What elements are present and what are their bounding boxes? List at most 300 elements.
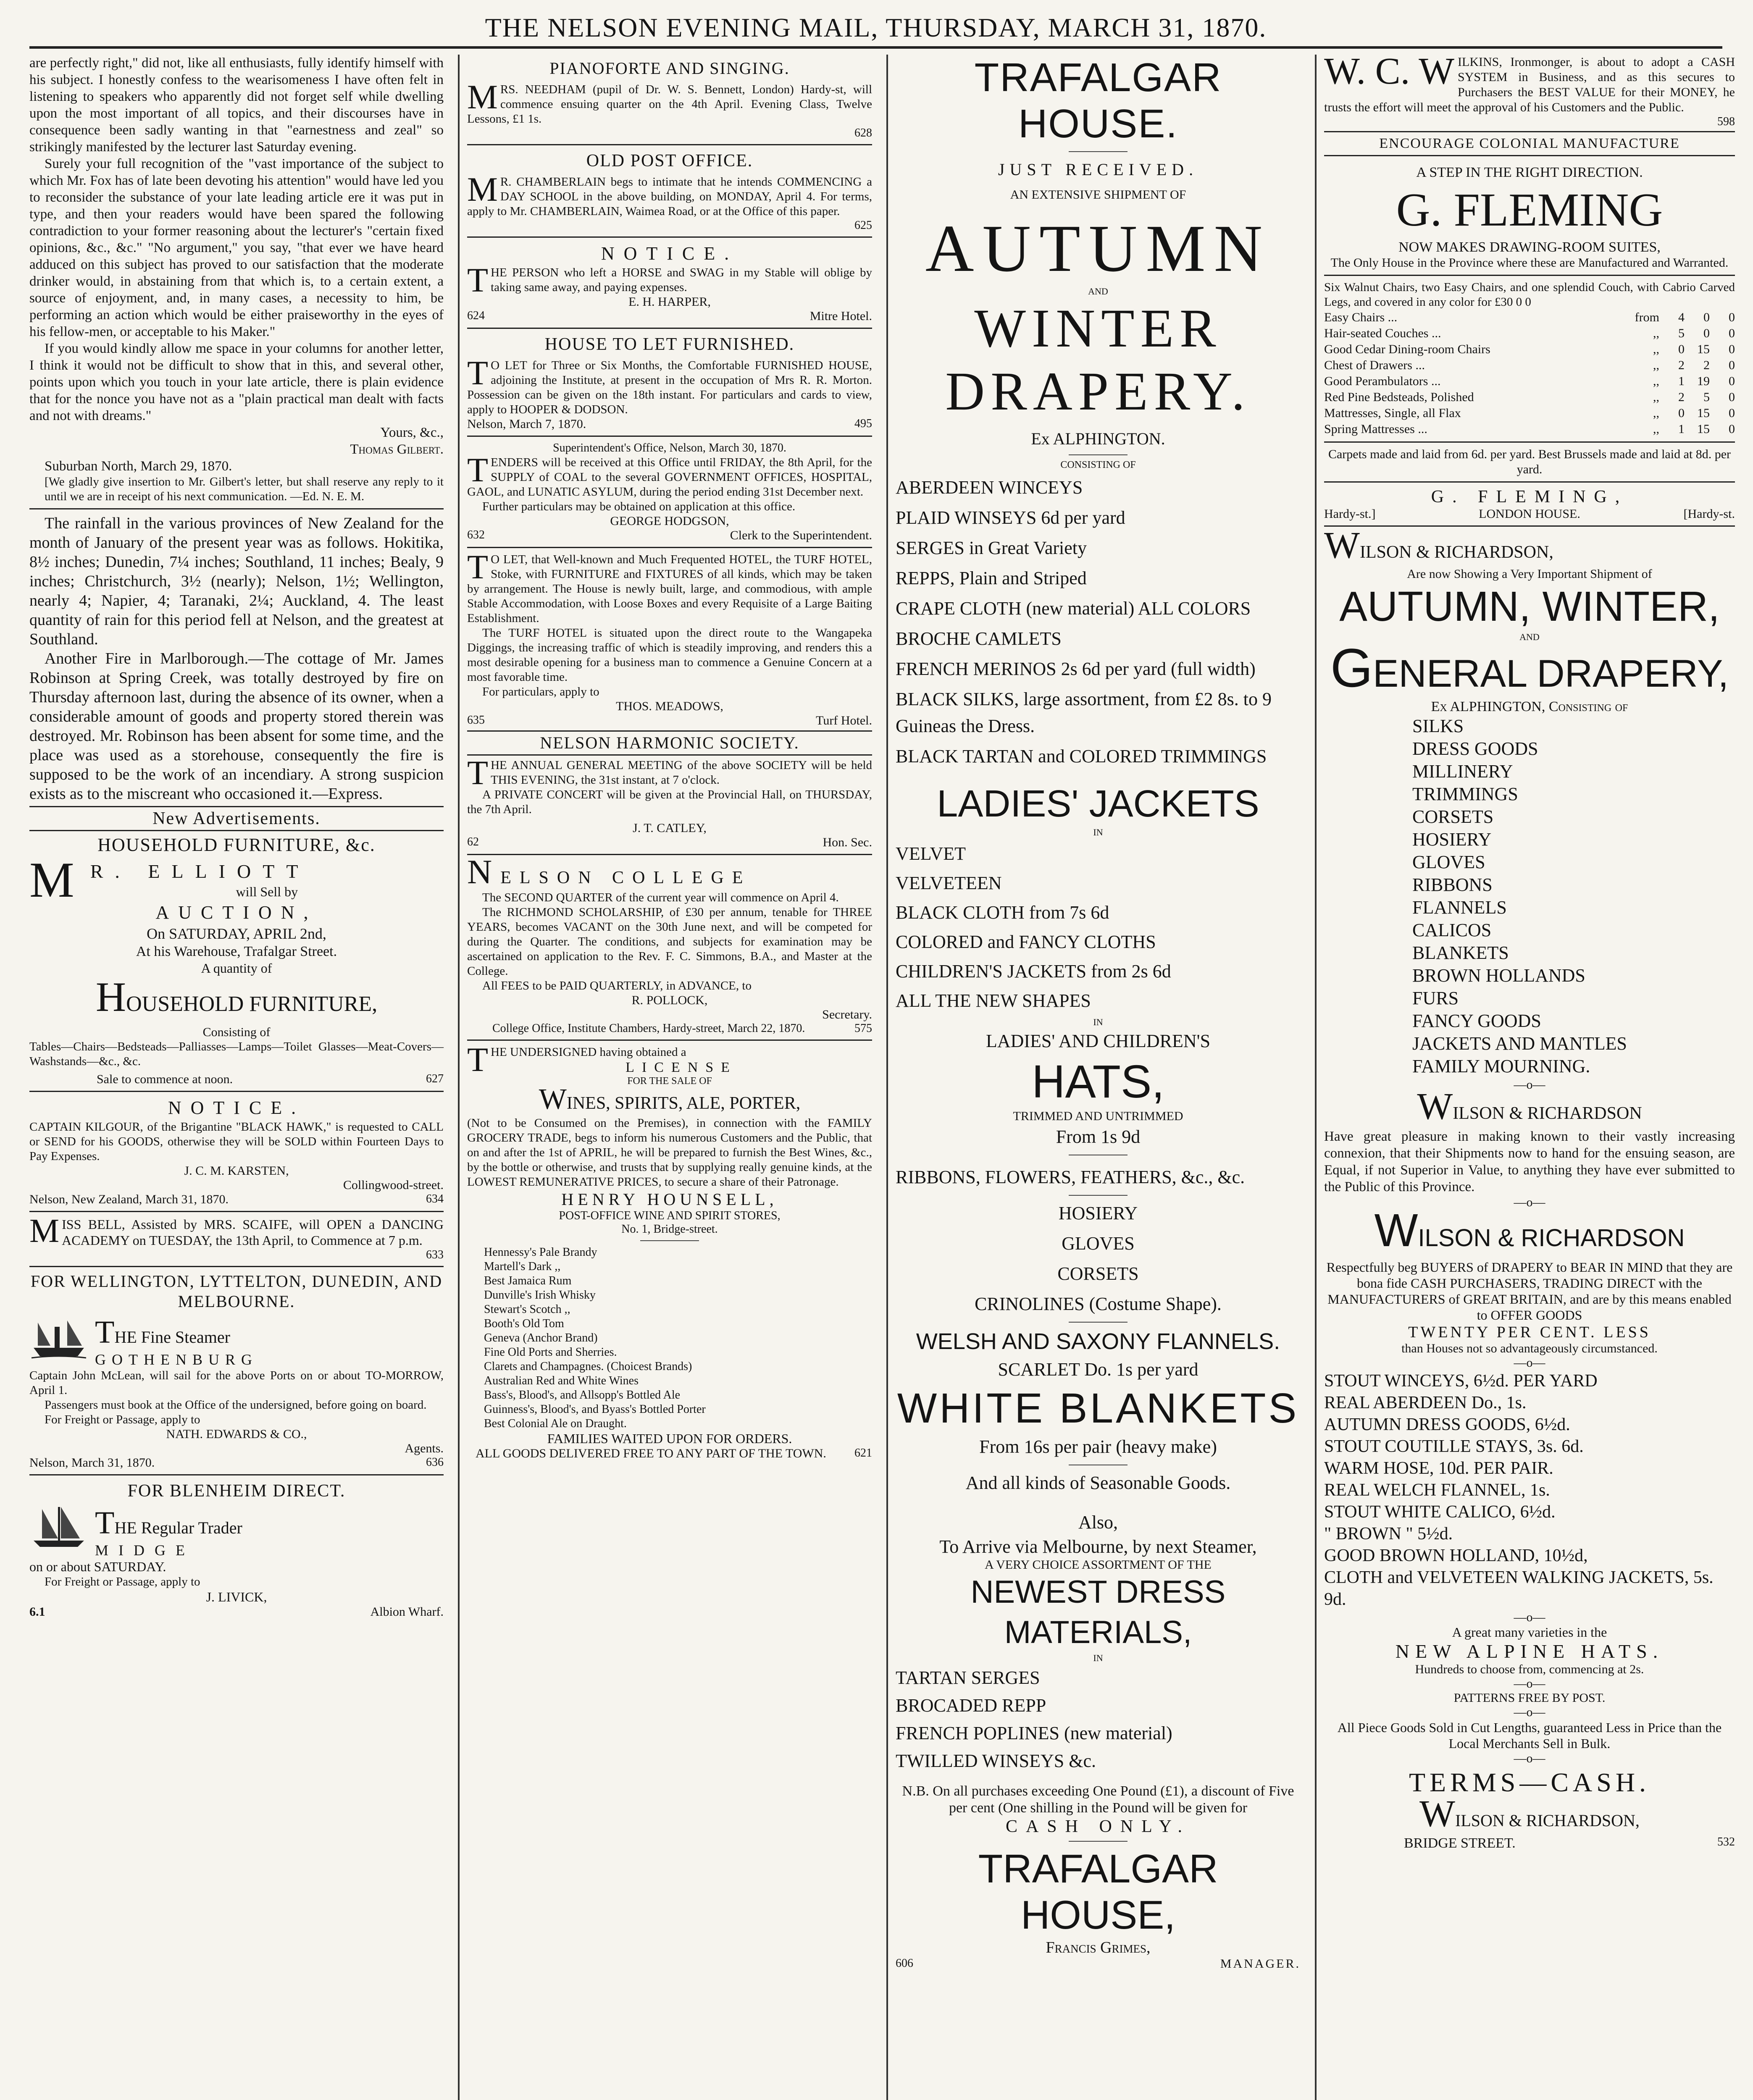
list-item: Best Colonial Ale on Draught.	[484, 1417, 627, 1430]
lic-name: HENRY HOUNSELL,	[561, 1190, 778, 1209]
o-sep-3: —o—	[1514, 1356, 1545, 1370]
well-date: Nelson, March 31, 1870.	[29, 1456, 155, 1470]
blen-dropcap: T	[95, 1505, 115, 1541]
autumn: AUTUMN	[925, 211, 1271, 286]
supt-sig: GEORGE HODGSON,	[610, 514, 729, 528]
wr2-dropcap: W	[1417, 1086, 1453, 1127]
price-row	[1324, 389, 1735, 405]
in-3: IN	[1093, 1653, 1103, 1663]
supt-further: Further particulars may be obtained on application at this office.	[482, 500, 796, 513]
final-dropcap: W	[1419, 1793, 1455, 1835]
column-1	[29, 55, 449, 2100]
hf-items: Tables—Chairs—Bedsteads—Palliasses—Lamps—Toilet Glasses—Meat-Covers—Washstands—&c., &c.	[29, 1040, 444, 1068]
hf-sale: Sale to commence at noon.	[97, 1072, 233, 1086]
harm-dropcap: T	[467, 753, 489, 792]
trafalgar-num: 606	[896, 1957, 913, 1970]
price-row	[1324, 421, 1735, 437]
price-cell: 0	[1729, 406, 1735, 420]
bell-dropcap: M	[29, 1213, 60, 1250]
notice-sig: J. C. M. KARSTEN,	[184, 1164, 289, 1178]
items-list-4	[896, 1664, 1301, 1774]
ribbons: RIBBONS, FLOWERS, FEATHERS, &c., &c.	[896, 1167, 1245, 1187]
from-price: From 1s 9d	[1056, 1126, 1141, 1147]
price-row	[1324, 373, 1735, 389]
fire-para: Another Fire in Marlborough.—The cottage of Mr. James Robinson at Spring Creek, was totally destroyed by fire on Thursday afternoon last, during the absence of its owner, when a considerable amount of goods and property stored therein was destroyed. Mr. Robinson has been absent for some time, and the place was used as a storehouse, consequently the fire is supposed to be the work of an incendiary. A strong suspicion exists as to the miscreant who occasioned it.—Express.	[29, 650, 444, 803]
list-item: GOOD BROWN HOLLAND, 10½d,	[1324, 1546, 1588, 1565]
not2-title: NOTICE.	[601, 243, 739, 264]
trafalgar-title: TRAFALGAR HOUSE.	[974, 55, 1222, 146]
hf-auction: AUCTION,	[155, 902, 318, 923]
wr-head: ILSON & RICHARDSON,	[1359, 543, 1553, 562]
price-cell: ,,	[1653, 342, 1659, 356]
wr-dropcap-g: G	[1330, 637, 1373, 698]
price-cell: Easy Chairs ...	[1324, 310, 1398, 324]
price-cell: Red Pine Bedsteads, Polished	[1324, 390, 1474, 404]
lic-delivered: ALL GOODS DELIVERED FREE TO ANY PART OF THE TOWN.	[476, 1446, 826, 1460]
scarlet: SCARLET Do. 1s per yard	[998, 1359, 1198, 1380]
wr-and: AND	[1519, 632, 1540, 642]
list-item: CHILDREN'S JACKETS from 2s 6d	[896, 961, 1171, 982]
notice-addr: Collingwood-street.	[343, 1178, 444, 1192]
newest-dress: NEWEST DRESS MATERIALS,	[970, 1574, 1226, 1650]
price-cell: from	[1635, 310, 1659, 324]
lic-text: HE UNDERSIGNED having obtained a	[491, 1045, 686, 1059]
price-cell: 0	[1678, 342, 1685, 356]
encourage: ENCOURAGE COLONIAL MANUFACTURE	[1324, 131, 1735, 156]
list-item: Booth's Old Tom	[484, 1317, 564, 1330]
bridge-street: BRIDGE STREET.	[1404, 1835, 1516, 1851]
list-item: HOSIERY	[1412, 829, 1492, 850]
wc-text: ILKINS, Ironmonger, is about to adopt a CASH SYSTEM in Business, and as this secures to Purchasers the BEST VALUE for their MONEY, he trusts the effort will meet the approval of his Customers and the Public.	[1324, 55, 1735, 114]
blen-freight: For Freight or Passage, apply to	[45, 1575, 200, 1588]
list-item: COLORED and FANCY CLOTHS	[896, 932, 1156, 952]
supt-head: Superintendent's Office, Nelson, March 30, 1870.	[553, 441, 786, 454]
not2-hotel: Mitre Hotel.	[809, 309, 872, 323]
blen-num: 6.1	[29, 1605, 45, 1619]
price-row	[1324, 357, 1735, 373]
gf-mid: LONDON HOUSE.	[1479, 507, 1580, 521]
list-item: Best Jamaica Rum	[484, 1274, 572, 1287]
list-item: Fine Old Ports and Sherries.	[484, 1346, 617, 1359]
hundreds: Hundreds to choose from, commencing at 2s.	[1415, 1662, 1644, 1676]
list-item: BLACK CLOTH from 7s 6d	[896, 902, 1109, 923]
list-item: DRESS GOODS	[1412, 738, 1538, 759]
list-item: VELVETEEN	[896, 873, 1002, 893]
wr3-text: Respectfully beg BUYERS of DRAPERY to BEAR IN MIND that they are bona fide CASH PURCHASERS, TRADING DIRECT with the MANUFACTURERS of GREAT BRITAIN, and are by this means enabled to OFFER GOODS	[1326, 1260, 1733, 1323]
drapery: DRAPERY.	[945, 361, 1251, 422]
bell-num: 633	[426, 1248, 444, 1261]
price-cell: ,,	[1653, 406, 1659, 420]
list-item: Bass's, Blood's, and Allsopp's Bottled Ale	[484, 1389, 681, 1402]
seasonable: And all kinds of Seasonable Goods.	[965, 1473, 1231, 1493]
items-list-2	[896, 840, 1301, 1014]
steamer-icon	[29, 1314, 88, 1360]
not2-dropcap: T	[467, 261, 489, 299]
wr3-dropcap: W	[1374, 1205, 1418, 1256]
fleming-now: NOW MAKES DRAWING-ROOM SUITES,	[1398, 239, 1661, 255]
list-item: Geneva (Anchor Brand)	[484, 1331, 598, 1344]
lic-wines: INES, SPIRITS, ALE, PORTER,	[566, 1094, 801, 1113]
harm-sig: J. T. CATLEY,	[633, 821, 707, 835]
column-3	[886, 55, 1306, 2100]
price-cell: 5	[1703, 390, 1710, 404]
hf-will: will Sell by	[236, 884, 298, 899]
lic-dropcap-w: W	[539, 1083, 567, 1116]
list-item: FLANNELS	[1412, 897, 1507, 918]
price-cell: 15	[1697, 342, 1710, 356]
list-item: RIBBONS	[1412, 874, 1493, 895]
hf-big: OUSEHOLD FURNITURE,	[126, 992, 378, 1016]
cash-only: CASH ONLY.	[1005, 1817, 1191, 1836]
and: AND	[1088, 286, 1108, 297]
list-item: BROWN HOLLANDS	[1412, 965, 1585, 986]
turf-for: For particulars, apply to	[482, 685, 599, 698]
well-pass: Passengers must book at the Office of the undersigned, before going on board.	[45, 1398, 427, 1412]
blen-ship: MIDGE	[95, 1542, 195, 1559]
price-table	[1324, 310, 1735, 437]
o-sep-4: —o—	[1514, 1610, 1545, 1624]
list-item: REAL WELCH FLANNEL, 1s.	[1324, 1480, 1550, 1500]
price-cell: 0	[1729, 342, 1735, 356]
hf-dropcap: M	[29, 852, 86, 908]
list-item: PLAID WINSEYS 6d per yard	[896, 507, 1125, 528]
price-cell: Hair-seated Couches ...	[1324, 326, 1441, 340]
coll-sec: Secretary.	[822, 1008, 872, 1021]
list-item: MILLINERY	[1412, 761, 1513, 782]
turf-text-2: The TURF HOTEL is situated upon the direct route to the Wangapeka Diggings, the increasing traffic of which is steadily improving, and renders this a most desirable opening for a business man to commence a Genuine Concern at a most favorable time.	[467, 626, 872, 684]
list-item: FRENCH POPLINES (new material)	[896, 1723, 1172, 1743]
price-cell: 0	[1703, 310, 1710, 324]
list-item: TWILLED WINSEYS &c.	[896, 1751, 1096, 1771]
blen-title: FOR BLENHEIM DIRECT.	[127, 1481, 346, 1501]
supt-num: 632	[467, 528, 485, 541]
manager: MANAGER.	[1220, 1957, 1301, 1971]
not2-text: HE PERSON who left a HORSE and SWAG in my Stable will oblige by taking same away, and paying expenses.	[491, 266, 872, 294]
winter: WINTER	[974, 298, 1222, 359]
harm-text-2: A PRIVATE CONCERT will be given at the Provincial Hall, on THURSDAY, the 7th April.	[467, 788, 872, 816]
list-item: ALL THE NEW SHAPES	[896, 990, 1091, 1011]
list-item: REAL ABERDEEN Do., 1s.	[1324, 1393, 1527, 1412]
hf-num: 627	[426, 1072, 444, 1085]
price-cell: Good Perambulators ...	[1324, 374, 1441, 388]
francis-grimes: Francis Grimes,	[1046, 1939, 1151, 1956]
just-received: JUST RECEIVED.	[998, 160, 1198, 179]
house-date: Nelson, March 7, 1870.	[467, 417, 586, 431]
price-cell: Spring Mattresses ...	[1324, 422, 1427, 436]
blen-reg: HE Regular Trader	[114, 1518, 242, 1537]
wr-dropcap: W	[1324, 525, 1360, 566]
blen-on: on or about SATURDAY.	[29, 1559, 166, 1574]
fleming-only: The Only House in the Province where these are Manufactured and Warranted.	[1330, 256, 1729, 270]
gf-name: G. FLEMING,	[1431, 487, 1628, 507]
wr-items	[1324, 715, 1735, 1078]
spirits-list	[467, 1245, 872, 1431]
price-cell: ,,	[1653, 358, 1659, 372]
list-item: Stewart's Scotch ,,	[484, 1303, 570, 1316]
column-4	[1315, 55, 1735, 2100]
list-item: STOUT COUTILLE STAYS, 3s. 6d.	[1324, 1437, 1584, 1456]
well-agents: Agents.	[405, 1441, 444, 1455]
list-item: FURS	[1412, 988, 1459, 1008]
price-cell: 1	[1678, 422, 1685, 436]
gf-right: [Hardy-st.	[1683, 507, 1735, 521]
pos-dropcap: M	[467, 170, 498, 208]
price-cell: Chest of Drawers ...	[1324, 358, 1425, 372]
fleming-title: G. FLEMING	[1396, 184, 1663, 236]
price-cell: 0	[1729, 374, 1735, 388]
blen-wharf: Albion Wharf.	[370, 1605, 444, 1619]
price-cell: 0	[1729, 358, 1735, 372]
price-cell: 0	[1729, 326, 1735, 340]
list-item: REPPS, Plain and Striped	[896, 568, 1087, 588]
turf-hotel: Turf Hotel.	[816, 714, 872, 727]
list-item: SILKS	[1412, 716, 1464, 736]
than-houses: than Houses not so advantageously circumstanced.	[1401, 1341, 1658, 1355]
lic-addr: No. 1, Bridge-street.	[621, 1223, 718, 1236]
pos-text: R. CHAMBERLAIN begs to intimate that he intends COMMENCING a DAY SCHOOL in the above building, on MONDAY, April 4. For terms, apply to Mr. CHAMBERLAIN, Waimea Road, or at the Office of this paper.	[467, 175, 872, 218]
well-agent: NATH. EDWARDS & CO.,	[166, 1427, 307, 1441]
fleming-six: Six Walnut Chairs, two Easy Chairs, and one splendid Couch, with Cabrio Carved Legs, and covered in any color for £30 0 0	[1324, 281, 1735, 309]
gf-left: Hardy-st.]	[1324, 507, 1376, 521]
masthead: THE NELSON EVENING MAIL, THURSDAY, MARCH 31, 1870.	[29, 9, 1722, 49]
list-item: CLOTH and VELVETEEN WALKING JACKETS, 5s. 9d.	[1324, 1568, 1714, 1609]
hf-consisting: Consisting of	[202, 1025, 271, 1039]
trafalgar-foot: TRAFALGAR HOUSE,	[978, 1846, 1218, 1937]
list-item: GLOVES	[1412, 852, 1485, 872]
price-cell: 4	[1678, 310, 1685, 324]
nb-discount: N.B. On all purchases exceeding One Pound (£1), a discount of Five per cent (One shilling in the Pound will be given for	[902, 1783, 1294, 1816]
hf-qty: A quantity of	[201, 961, 272, 976]
hf-date: On SATURDAY, APRIL 2nd,	[147, 925, 326, 942]
well-fine: HE Fine Steamer	[114, 1328, 230, 1347]
list-item: STOUT WINCEYS, 6½d. PER YARD	[1324, 1371, 1598, 1391]
list-item: BLANKETS	[1412, 942, 1509, 963]
price-cell: 5	[1678, 326, 1685, 340]
stock-list	[1324, 1370, 1735, 1610]
list-item: GLOVES	[1062, 1233, 1135, 1254]
terms-cash: TERMS—CASH.	[1409, 1767, 1651, 1797]
wr-autumn-winter: AUTUMN, WINTER,	[1339, 583, 1720, 630]
notice-num: 634	[426, 1192, 444, 1205]
letter-signature: Thomas Gilbert.	[350, 442, 444, 457]
ladies-jackets: LADIES' JACKETS	[937, 783, 1259, 825]
hf-elliott: R. ELLIOTT	[90, 861, 310, 882]
price-cell: 0	[1703, 326, 1710, 340]
list-item: TRIMMINGS	[1412, 784, 1518, 804]
blen-agent: J. LIVICK,	[206, 1589, 267, 1604]
list-item: TARTAN SERGES	[896, 1667, 1040, 1688]
list-item: CORSETS	[1412, 806, 1494, 827]
editor-note: [We gladly give insertion to Mr. Gilbert's letter, but shall reserve any reply to it until we are in receipt of his next communication. —Ed. N. E. M.	[45, 475, 444, 503]
carpets: Carpets made and laid from 6d. per yard. Best Brussels made and laid at 8d. per yard.	[1328, 447, 1731, 476]
wc-num: 598	[1717, 115, 1735, 128]
lic-num: 621	[854, 1446, 872, 1460]
wr2-text: Have great pleasure in making known to their vastly increasing connexion, that their Shipments now to hand for the ensuing season, are Equal, if not Superior in Value, to anything they have ever submitted to the Public of this Province.	[1324, 1129, 1735, 1194]
list-item: BLACK SILKS, large assortment, from £2 8s. to 9 Guineas the Dress.	[896, 689, 1272, 736]
choice: A VERY CHOICE ASSORTMENT OF THE	[985, 1558, 1212, 1572]
consisting-of: CONSISTING OF	[1060, 459, 1136, 470]
price-cell: ,,	[1653, 374, 1659, 388]
lic-for: FOR THE SALE OF	[627, 1076, 712, 1087]
lic-families: FAMILIES WAITED UPON FOR ORDERS.	[547, 1431, 792, 1446]
letter-para-3: If you would kindly allow me space in your columns for another letter, I think it would not be difficult to show that in this, and several other, points upon which you touch in your late article, there is plain evidence that for the nonce you have not as a "plain practical man dealt with facts and not with dreams."	[29, 341, 444, 423]
list-item: AUTUMN DRESS GOODS, 6½d.	[1324, 1415, 1570, 1434]
supt-clerk: Clerk to the Superintendent.	[730, 528, 872, 542]
turf-text: O LET, that Well-known and Much Frequented HOTEL, the TURF HOTEL, Stoke, with FURNITURE and FIXTURES of all kinds, which may be taken by arrangement. The House is newly built, large, and commodious, with ample Stable Accommodation, with Loose Boxes and every Requisite of a Large Baiting Establishment.	[467, 553, 872, 625]
list-item: CRINOLINES (Costume Shape).	[975, 1294, 1222, 1314]
price-cell: 2	[1678, 390, 1685, 404]
hf-title: HOUSEHOLD FURNITURE, &c.	[97, 835, 376, 855]
blankets-from: From 16s per pair (heavy make)	[979, 1436, 1217, 1457]
trimmed: TRIMMED AND UNTRIMMED	[1013, 1109, 1183, 1123]
price-cell: 0	[1729, 390, 1735, 404]
in-2: IN	[1093, 1017, 1103, 1027]
coll-title: ELSON COLLEGE	[500, 868, 752, 887]
price-cell: 15	[1697, 406, 1710, 420]
list-item: WARM HOSE, 10d. PER PAIR.	[1324, 1459, 1553, 1478]
well-num: 636	[426, 1456, 444, 1469]
great-varieties: A great many varieties in the	[1452, 1625, 1607, 1640]
notice-text: CAPTAIN KILGOUR, of the Brigantine "BLACK HAWK," is requested to CALL or SEND for his GOODS, otherwise they will be SOLD within Fourteen Days to Pay Expenses.	[29, 1120, 444, 1163]
price-cell: 0	[1729, 310, 1735, 324]
hf-dropcap-h: H	[95, 974, 126, 1020]
patterns: PATTERNS FREE BY POST.	[1453, 1691, 1606, 1705]
lic-desc: (Not to be Consumed on the Premises), in connection with the FAMILY GROCERY TRADE, begs to inform his numerous Customers and the Public, that on and after the 1st of APRIL, he will be prepared to furnish the Best Wines, &c., by the bottle or otherwise, and trusts that by supplying really genuine kinds, at the LOWEST REMUNERATIVE PRICES, to secure a share of their Patronage.	[467, 1116, 872, 1189]
to-arrive: To Arrive via Melbourne, by next Steamer,	[939, 1536, 1257, 1557]
price-cell: 0	[1729, 422, 1735, 436]
coll-text: The SECOND QUARTER of the current year will commence on April 4.	[482, 891, 839, 904]
price-cell: 2	[1678, 358, 1685, 372]
letter-para-2: Surely your full recognition of the "vast importance of the subject to which Mr. Fox has of late been devoting his attention" would have led you to reconsider the substance of your late leading article ere it was put in type, and then your readers would have been spared the following contradiction to your former reasoning about the lecturer's "certain fixed opinions, &c., &c." "No argument," you say, "that ever we have heard adduced on this subject has proved to our satisfaction that the moderate drinker would, in abstaining from that which is, to a certain extent, a source of enjoyment, and, in many cases, a necessity to him, be performing an action which would be either praiseworthy in the eyes of his fellow-men, or acceptable to his Maker."	[29, 156, 444, 339]
right-direction: A STEP IN THE RIGHT DIRECTION.	[1416, 165, 1643, 180]
wr3-head: ILSON & RICHARDSON	[1418, 1224, 1685, 1252]
price-cell: 15	[1697, 422, 1710, 436]
extensive: AN EXTENSIVE SHIPMENT OF	[1010, 188, 1186, 202]
list-item: SERGES in Great Variety	[896, 538, 1087, 558]
letter-text: are perfectly right," did not, like all enthusiasts, fully identify himself with his subject. I honestly confess to the wearisomeness I have often felt in listening to speakers who apparently did not forget self while dwelling upon the most important of all topics, and their discourses have in consequence been sadly wanting in that "earnestness and zeal" so strikingly manifested by the lecturer last Saturday evening.	[29, 55, 444, 155]
well-title: FOR WELLINGTON, LYTTELTON, DUNEDIN, AND MELBOURNE.	[30, 1272, 443, 1311]
well-ship: GOTHENBURG	[95, 1351, 258, 1368]
column-2	[458, 55, 878, 2100]
price-cell: 2	[1703, 358, 1710, 372]
list-item: Clarets and Champagnes. (Choicest Brands)	[484, 1360, 692, 1373]
list-item: CRAPE CLOTH (new material) ALL COLORS	[896, 598, 1251, 619]
list-item: ABERDEEN WINCEYS	[896, 477, 1083, 498]
coll-sig: R. POLLOCK,	[631, 993, 708, 1007]
list-item: Martell's Dark ,,	[484, 1260, 561, 1273]
piano-num: 628	[854, 126, 872, 139]
turf-sig: THOS. MEADOWS,	[616, 699, 723, 713]
house-title: HOUSE TO LET FURNISHED.	[544, 335, 795, 354]
pos-title: OLD POST OFFICE.	[586, 151, 753, 171]
hats: HATS,	[1032, 1056, 1164, 1108]
o-sep-5: —o—	[1514, 1677, 1545, 1690]
well-text: Captain John McLean, will sail for the above Ports on or about TO-MORROW, April 1.	[29, 1369, 444, 1397]
harm-num: 62	[467, 835, 479, 848]
list-item: BROCADED REPP	[896, 1695, 1046, 1716]
harm-text: HE ANNUAL GENERAL MEETING of the above SOCIETY will be held THIS EVENING, the 31st instant, at 7 o'clock.	[491, 759, 872, 787]
list-item: VELVET	[896, 843, 966, 864]
piano-dropcap: M	[467, 78, 498, 116]
house-num: 495	[854, 417, 872, 430]
new-ads-heading: New Advertisements.	[29, 806, 444, 831]
price-cell: Mattresses, Single, all Flax	[1324, 406, 1461, 420]
ladies-childrens: LADIES' AND CHILDREN'S	[986, 1031, 1211, 1051]
final-head: ILSON & RICHARDSON,	[1455, 1811, 1640, 1830]
rainfall-para: The rainfall in the various provinces of New Zealand for the month of January of the present year was as follows. Hokitika, 8½ inches; Dunedin, 7¼ inches; Southland, 11 inches; Bealy, 9 inches; Christchurch, 3½ (nearly); Nelson, 1½; Wellington, nearly 4; Napier, 4; Taranaki, 2¼; Auckland, 4. The least quantity of rain for this period fell at Nelson, and the greatest at Southland.	[29, 514, 444, 648]
price-row	[1324, 310, 1735, 326]
coll-text-2: The RICHMOND SCHOLARSHIP, of £30 per annum, tenable for THREE YEARS, becomes VACANT on the 30th June next, and will be competed for during the Quarter. The conditions, and subjects for examination may be ascertained on application to the Rev. F. C. Simmons, B.A., and Master at the College.	[467, 906, 872, 978]
price-cell: ,,	[1653, 422, 1659, 436]
final-num: 532	[1717, 1835, 1735, 1848]
turf-dropcap: T	[467, 548, 489, 586]
white-blankets: WHITE BLANKETS	[897, 1385, 1299, 1432]
list-item: CALICOS	[1412, 920, 1492, 940]
piece-goods: All Piece Goods Sold in Cut Lengths, guaranteed Less in Price than the Local Merchants Sell in Bulk.	[1337, 1720, 1722, 1751]
also: Also,	[1078, 1512, 1118, 1533]
harm-sec: Hon. Sec.	[823, 835, 872, 849]
supt-dropcap: T	[467, 451, 489, 489]
price-row	[1324, 341, 1735, 357]
house-text: O LET for Three or Six Months, the Comfortable FURNISHED HOUSE, adjoining the Institute, at present in the occupation of Mrs R. R. Morton. Possession can be given on the 18th instant. For particulars and cards to view, apply to HOOPER & DODSON.	[467, 359, 872, 416]
wc-head: W. C. W	[1324, 55, 1455, 92]
wr2-head: ILSON & RICHARDSON	[1453, 1104, 1642, 1123]
in-1: IN	[1093, 827, 1103, 837]
alpine-hats: NEW ALPINE HATS.	[1395, 1641, 1664, 1662]
ship-icon	[29, 1505, 88, 1551]
coll-fees: All FEES to be PAID QUARTERLY, in ADVANCE, to	[482, 979, 752, 992]
harm-title: NELSON HARMONIC SOCIETY.	[467, 730, 872, 756]
list-item: BROCHE CAMLETS	[896, 628, 1062, 649]
well-freight: For Freight or Passage, apply to	[45, 1413, 200, 1426]
list-item: Hennessy's Pale Brandy	[484, 1246, 597, 1259]
o-sep-2: —o—	[1514, 1195, 1545, 1209]
wr-now: Are now Showing a Very Important Shipment of	[1407, 567, 1652, 581]
pos-num: 625	[854, 219, 872, 232]
notice-date: Nelson, New Zealand, March 31, 1870.	[29, 1192, 229, 1206]
piano-text: RS. NEEDHAM (pupil of Dr. W. S. Bennett, London) Hardy-st, will commence ensuing quarter on the 4th April. Evening Class, Twelve Lessons, £1 1s.	[467, 83, 872, 126]
lic-word: LICENSE	[626, 1060, 737, 1075]
hf-where: At his Warehouse, Trafalgar Street.	[136, 944, 337, 959]
list-item: BLACK TARTAN and COLORED TRIMMINGS	[896, 746, 1267, 766]
lic-dropcap: T	[467, 1040, 489, 1079]
list-item: FRENCH MERINOS 2s 6d per yard (full width)	[896, 659, 1256, 679]
items-list-1	[896, 474, 1301, 770]
price-row	[1324, 405, 1735, 421]
well-dropcap: T	[95, 1315, 115, 1350]
not2-sig: E. H. HARPER,	[628, 295, 711, 309]
list-item: FANCY GOODS	[1412, 1011, 1541, 1031]
price-row	[1324, 326, 1735, 341]
notice-title: NOTICE.	[168, 1097, 305, 1118]
wr-gd: ENERAL DRAPERY,	[1373, 652, 1729, 695]
coll-dropcap: N	[467, 853, 501, 891]
twenty-per-cent: TWENTY PER CENT. LESS	[1408, 1323, 1651, 1341]
list-item: STOUT WHITE CALICO, 6½d.	[1324, 1502, 1556, 1522]
list-item: HOSIERY	[1058, 1203, 1138, 1223]
o-sep-7: —o—	[1514, 1751, 1545, 1765]
items-list-3	[896, 1200, 1301, 1318]
not2-num: 624	[467, 309, 485, 322]
list-item: Australian Red and White Wines	[484, 1374, 639, 1387]
list-item: JACKETS AND MANTLES	[1412, 1033, 1627, 1054]
price-cell: 19	[1697, 374, 1710, 388]
letter-place-date: Suburban North, March 29, 1870.	[45, 459, 232, 474]
bell-text: ISS BELL, Assisted by MRS. SCAIFE, will OPEN a DANCING ACADEMY on TUESDAY, the 13th April, to Commence at 7 p.m.	[62, 1217, 444, 1248]
welsh-flannels: WELSH AND SAXONY FLANNELS.	[916, 1329, 1280, 1354]
list-item: Dunville's Irish Whisky	[484, 1289, 596, 1302]
price-cell: ,,	[1653, 390, 1659, 404]
